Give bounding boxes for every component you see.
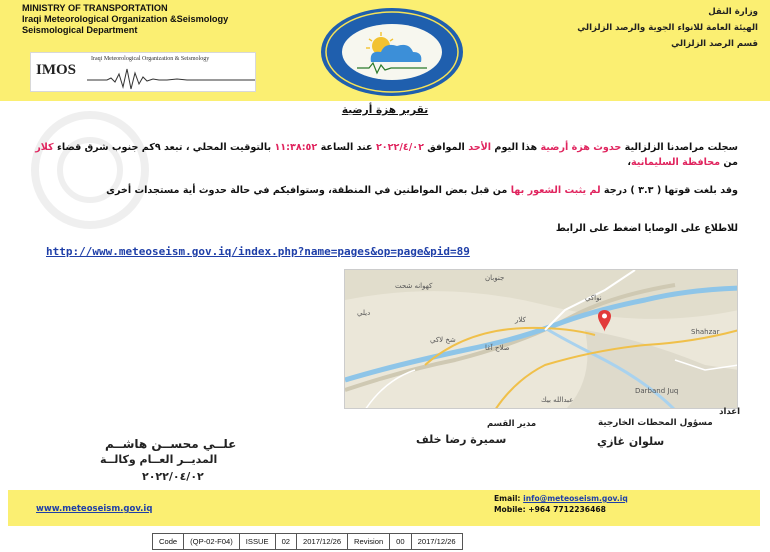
map-label: نواكي — [585, 294, 602, 302]
text-segment: من — [720, 157, 738, 168]
department-name-ar: قسم الرصد الزلزالي — [671, 39, 758, 49]
text-segment: الموافق — [423, 142, 469, 153]
header-band — [0, 0, 770, 101]
text-segment: سجلت مراصدنا الزلزالية — [621, 142, 738, 153]
text-segment: كم جنوب شرق قضاء — [53, 142, 155, 153]
table-cell: ISSUE — [239, 534, 275, 550]
table-cell: (QP-02-F04) — [184, 534, 240, 550]
map-label: جنوبان — [485, 274, 505, 282]
map-label: شخ لاكي — [430, 336, 456, 344]
email-label: Email: — [494, 494, 524, 503]
table-cell: 02 — [275, 534, 296, 550]
map-label: كهوانه شحت — [395, 282, 433, 290]
director-title: المديــر العــام وكالــة — [100, 453, 218, 466]
report-paragraph-1 — [28, 140, 738, 170]
report-title: تقرير هزة أرضية — [341, 104, 429, 116]
english-header — [22, 3, 228, 36]
document-control-table — [152, 533, 463, 550]
map-label: Darband Juq — [635, 387, 679, 395]
map-canvas — [345, 270, 738, 409]
prepared-by-label: اعداد — [719, 407, 740, 417]
table-cell: 00 — [390, 534, 411, 550]
highlight-district: كلار — [35, 142, 54, 153]
text-segment: ، — [627, 157, 631, 168]
ministry-name: MINISTRY OF TRANSPORTATION — [22, 3, 168, 13]
highlight-day: الأحد — [468, 142, 492, 153]
watermark-emblem — [30, 110, 150, 230]
table-cell: Revision — [348, 534, 390, 550]
map-label: كلار — [515, 316, 526, 324]
organization-logo — [319, 6, 465, 98]
report-paragraph-2 — [28, 183, 738, 198]
text-segment: وقد بلغت قوتها ( — [653, 185, 738, 196]
footer-band — [8, 490, 760, 526]
director-date: ٢٠٢٢/٠٤/٠٢ — [142, 470, 204, 483]
imos-label: IMOS — [36, 62, 77, 78]
director-name: علــي محســن هاشــم — [105, 437, 237, 451]
magnitude-value: ٣.٣ — [638, 185, 654, 196]
recommendations-link[interactable]: http://www.meteoseism.gov.iq/index.php?name=pages&op=page&pid=89 — [46, 245, 470, 258]
highlight-province: محافظة السليمانية — [630, 157, 721, 168]
table-cell: 2017/12/26 — [411, 534, 462, 550]
text-segment: بالتوقيت المحلي ، تبعد — [160, 142, 275, 153]
distance-value: ٩ — [154, 142, 161, 153]
role-department-head: مدير القسم — [487, 419, 537, 429]
organization-name-ar: الهيئة العامة للانواء الجوية والرصد الزلزالي — [577, 23, 758, 33]
highlight-felt-status: لم يثبت الشعور بها — [510, 185, 601, 196]
seismograph-icon — [87, 65, 255, 91]
table-cell: Code — [153, 534, 184, 550]
location-map[interactable] — [344, 269, 738, 409]
map-label: ديلي — [357, 309, 371, 317]
map-label: عبدالله بيك — [541, 396, 574, 404]
text-segment: هذا اليوم — [491, 142, 541, 153]
text-segment: من قبل بعض المواطنين في المنطقة، وستوافيكم في حالة حدوث أية مستجدات أخرى — [106, 185, 511, 196]
email-line — [494, 494, 628, 503]
map-label: صلاح آغا — [485, 344, 510, 352]
highlight-time: ١١:٣٨:٥٢ — [274, 142, 318, 153]
imos-subtitle: Iraqi Meteorological Organization & Seismology — [91, 56, 210, 62]
text-segment: عند الساعة — [317, 142, 376, 153]
organization-name: Iraqi Meteorological Organization &Seismology — [22, 14, 229, 24]
role-external-stations: مسؤول المحطات الخارجية — [598, 418, 713, 428]
department-name: Seismological Department — [22, 25, 138, 35]
name-department-head: سميرة رضا خلف — [416, 433, 507, 446]
ministry-name-ar: وزارة النقل — [708, 7, 758, 17]
text-segment: ) درجة — [600, 185, 639, 196]
recommendations-note: للاطلاع على الوصايا اضغط على الرابط — [555, 223, 738, 234]
highlight-event: حدوث هزة أرضية — [540, 142, 622, 153]
highlight-date: ٢٠٢٢/٤/٠٢ — [375, 142, 424, 153]
mobile-number: Mobile: +964 7712236468 — [494, 505, 606, 514]
arabic-header — [458, 4, 758, 52]
table-row — [153, 534, 463, 550]
map-label: Shahzar — [691, 328, 720, 336]
email-link[interactable]: info@meteoseism.gov.iq — [523, 494, 628, 503]
table-cell: 2017/12/26 — [297, 534, 348, 550]
name-external-stations: سلوان غازي — [597, 435, 665, 448]
imos-banner — [30, 52, 256, 92]
website-link[interactable]: www.meteoseism.gov.iq — [36, 504, 153, 514]
